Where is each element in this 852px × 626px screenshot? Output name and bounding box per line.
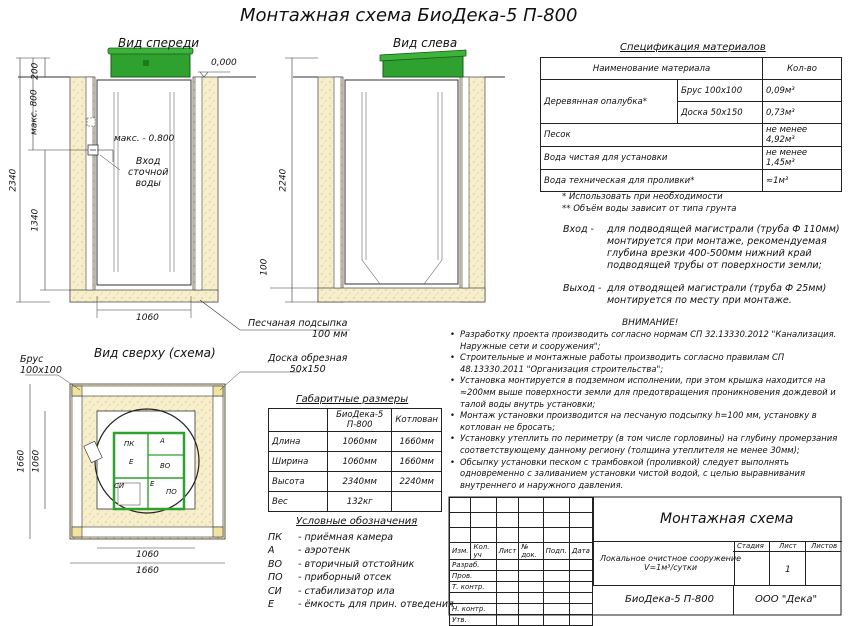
spec-beam: Брус 100x100 — [678, 80, 763, 102]
dim-cell: 1060мм — [328, 452, 392, 472]
spec-table — [540, 57, 842, 192]
tb-col: Подп. — [543, 543, 569, 560]
legend-item: ПО - приборный отсек — [268, 572, 392, 584]
spec-head-qty: Кол-во — [763, 58, 842, 80]
tb-row: Разраб. — [450, 560, 497, 571]
tb-sheet: Лист — [779, 542, 797, 550]
spec-board: Доска 50x150 — [678, 102, 763, 124]
notes-list — [448, 329, 840, 491]
dim-head-0 — [269, 409, 328, 432]
spec-water-qty: не менее 1,45м³ — [763, 147, 842, 170]
dim-1060-left: 1060 — [31, 449, 42, 473]
note-item: • Монтаж установки производится на песчаную подсыпку h=100 мм, установку в котлован не бросать; — [448, 410, 840, 433]
dim-200: 200 — [30, 62, 41, 80]
attention-heading: ВНИМАНИЕ! — [622, 318, 679, 328]
tb-col: № док. — [519, 543, 543, 560]
dim-cell: Ширина — [269, 452, 328, 472]
spec-sand: Песок — [541, 124, 763, 147]
tb-col: Дата — [569, 543, 592, 560]
tb-company: ООО "Дека" — [755, 594, 818, 605]
compartment-si: СИ — [114, 482, 125, 490]
tb-sheets: Листов — [811, 542, 838, 550]
dim-1660-bottom: 1660 — [136, 566, 159, 576]
tb-col: Изм. — [450, 543, 471, 560]
tb-sheet-no: 1 — [785, 565, 791, 575]
dim-2340: 2340 — [8, 168, 19, 192]
inlet-label: Вход сточной воды — [128, 156, 169, 189]
legend-item: СИ - стабилизатор ила — [268, 585, 395, 597]
spec-water: Вода чистая для установки — [541, 147, 763, 170]
footnote-2: ** Объём воды зависит от типа грунта — [562, 204, 737, 214]
front-sand-bottom — [70, 290, 218, 302]
tb-product: БиоДека-5 П-800 — [625, 594, 714, 605]
tb-stage-cell — [733, 541, 841, 586]
compartment-po: ПО — [166, 488, 177, 496]
legend-item: А - аэротенк — [268, 545, 351, 557]
spec-beam-qty: 0,09м³ — [763, 80, 842, 102]
tb-doc-title: Монтажная схема — [660, 511, 794, 527]
note-item: • Установка монтируется в подземном исполнении, при этом крышка находится на ≈200мм выше поверхности земли для предотвращения проникновения дождевой и талой воды внутрь установки; — [448, 375, 840, 410]
compartment-a: А — [160, 437, 165, 445]
dim-cell: 1660мм — [392, 432, 442, 452]
note-item: • Строительные и монтажные работы производить согласно правилам СП 48.13330.2011 "Организация строительства"; — [448, 352, 840, 375]
dim-cell: 1660мм — [392, 452, 442, 472]
compartment-pk: ПК — [124, 440, 135, 448]
dim-100: 100 — [259, 258, 270, 276]
dim-cell: 2240мм — [392, 472, 442, 492]
tb-row — [450, 593, 497, 604]
front-view-label: Вид спереди — [118, 36, 200, 50]
dim-cell: 132кг — [328, 492, 392, 512]
note-item: • Установку утеплить по периметру (в том числе горловины) на глубину промерзания соответствующему данному региону (толщина утеплителя не менее 30мм); — [448, 433, 840, 456]
compartment-vo: ВО — [160, 462, 171, 470]
tb-row: Н. контр. — [450, 604, 497, 615]
dim-head-1: БиоДека-5 П-800 — [328, 409, 392, 432]
dim-cell: Высота — [269, 472, 328, 492]
dimensions-caption: Габаритные размеры — [296, 394, 409, 405]
top-view-label: Вид сверху (схема) — [94, 346, 216, 360]
spec-caption: Спецификация материалов — [620, 42, 766, 53]
outlet-desc-text: для отводящей магистрали (труба Ф 25мм) монтируется по месту при монтаже. — [607, 283, 827, 306]
legend-item: ПК - приёмная камера — [268, 532, 394, 543]
spec-tech: Вода техническая для проливки* — [541, 170, 763, 192]
tb-row: Т. контр. — [450, 582, 497, 593]
dim-cell: Длина — [269, 432, 328, 452]
legend-item: ВО - вторичный отстойник — [268, 558, 415, 570]
compartment-e2: Е — [150, 480, 155, 488]
inlet-desc-label: Вход - — [563, 224, 594, 235]
dim-1060-front: 1060 — [136, 313, 159, 323]
spec-sand-qty: не менее 4,92м³ — [763, 124, 842, 147]
dim-cell: 1060мм — [328, 432, 392, 452]
dim-zero: 0,000 — [211, 58, 237, 68]
legend-item: Е - ёмкость для прин. отведения — [268, 599, 454, 611]
front-view — [16, 48, 350, 330]
board-label: Доска обрезная 50x150 — [268, 353, 348, 375]
tb-object: Локальное очистное сооружение V=1м³/сутки — [600, 554, 742, 573]
tb-divider — [733, 585, 734, 615]
dim-max-0800: макс. - 0.800 — [114, 134, 175, 144]
tb-row: Пров. — [450, 571, 497, 582]
spec-head-name: Наименование материала — [541, 58, 763, 80]
dim-1660-left: 1660 — [16, 449, 27, 473]
dim-cell: 2340мм — [328, 472, 392, 492]
left-view — [270, 50, 505, 302]
dim-max-800: макс. 800 — [29, 89, 40, 135]
compartment-e1: Е — [129, 458, 134, 466]
tb-col: Лист — [496, 543, 519, 560]
title-block-grid — [449, 497, 593, 626]
spec-wood: Деревянная опалубка* — [541, 80, 678, 124]
note-item: • Разработку проекта производить согласно нормам СП 32.13330.2012 "Канализация. Наружные сети и сооружения"; — [448, 329, 840, 352]
footnote-1: * Использовать при необходимости — [562, 192, 723, 202]
dimensions-table — [268, 408, 442, 512]
tb-object-cell — [593, 541, 742, 586]
legend-list — [268, 531, 454, 611]
left-view-label: Вид слева — [393, 36, 458, 50]
dim-cell — [392, 492, 442, 512]
inlet-desc-text: для подводящей магистрали (труба Ф 110мм) монтируется при монтаже, рекомендуемая глубина врезки 400-500мм нижний край подводящей трубы от поверхности земли; — [607, 224, 840, 271]
top-tank — [97, 411, 195, 509]
legend-caption: Условные обозначения — [296, 516, 418, 527]
tb-title-cell — [593, 497, 842, 542]
dim-head-2: Котлован — [392, 409, 442, 432]
sand-label: Песчаная подсыпка 100 мм — [248, 318, 348, 340]
tb-row: Утв. — [450, 615, 497, 626]
spec-tech-qty: ≈1м³ — [763, 170, 842, 192]
spec-board-qty: 0,73м³ — [763, 102, 842, 124]
dim-cell: Вес — [269, 492, 328, 512]
tb-col: Кол. уч — [471, 543, 496, 560]
beam-label: Брус 100x100 — [20, 354, 62, 376]
drawing-title: Монтажная схема БиоДека-5 П-800 — [240, 5, 578, 26]
dim-1060-bottom: 1060 — [136, 550, 159, 560]
tb-stage: Стадия — [737, 542, 764, 550]
note-item: • Обсыпку установки песком с трамбовкой (проливкой) следует выполнять одновременно с заливанием установки чистой водой, с целью выравнивания внутреннего и наружного давления. — [448, 457, 840, 492]
dim-1340: 1340 — [30, 208, 41, 232]
outlet-desc-label: Выход - — [563, 283, 602, 294]
dim-2240: 2240 — [278, 168, 289, 192]
